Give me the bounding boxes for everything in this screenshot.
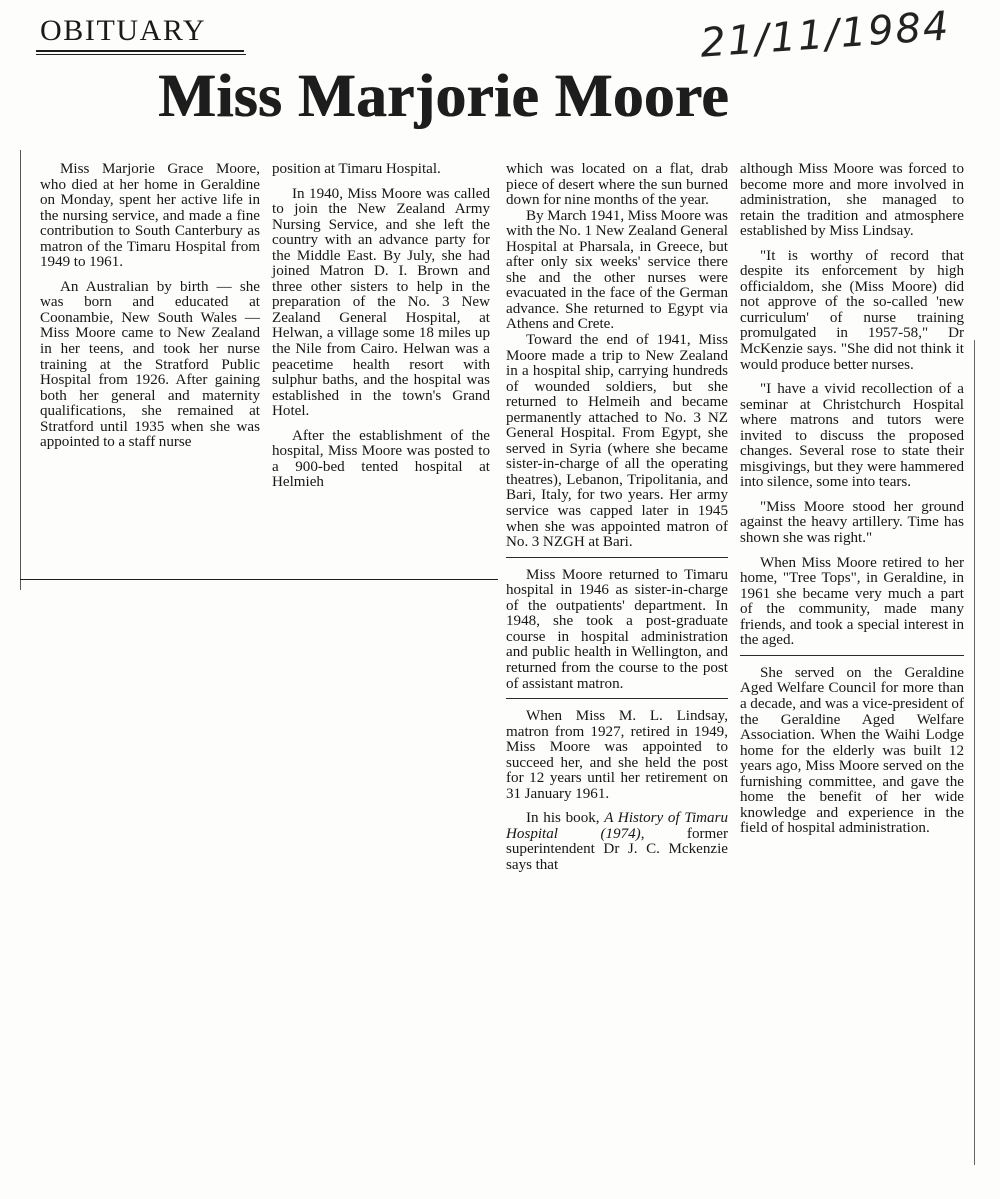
article-column-3 [506, 162, 728, 874]
column-bottom-rule [20, 579, 498, 580]
headline: Miss Marjorie Moore [158, 63, 729, 130]
section-underline [36, 50, 244, 52]
article-column-2 [272, 162, 490, 491]
paragraph: Miss Moore returned to Timaru hospital in 1946 as sister-in-charge of the outpatients' department. In 1948, she took a post-graduate course in hospital administration and public health in Wellington, and returned from the course to the post of assistant matron. [506, 566, 728, 692]
section-label: OBITUARY [40, 14, 207, 47]
paragraph: By March 1941, Miss Moore was with the No. 1 New Zealand General Hospital at Pharsala, in Greece, but after only six weeks' service there she and the other nurses were evacuated in the face of the German advance. She returned to Egypt via Athens and Crete. [506, 207, 728, 333]
paragraph: position at Timaru Hospital. [272, 161, 441, 177]
column-rule [740, 655, 964, 656]
paragraph: When Miss M. L. Lindsay, matron from 1927, retired in 1949, Miss Moore was appointed to succeed her, and she held the post for 12 years until her retirement on 31 January 1961. [506, 708, 728, 802]
paragraph [506, 811, 728, 873]
article-column-4 [740, 162, 964, 837]
book-title: A History of Timaru Hospital (1974) [506, 810, 728, 842]
paragraph: After the establishment of the hospital, Miss Moore was posted to a 900-bed tented hospital at Helmieh [272, 427, 490, 491]
paragraph: which was located on a flat, drab piece of desert where the sun burned down for nine months of the year. [506, 161, 728, 209]
paragraph: "Miss Moore stood her ground against the heavy artillery. Time has shown she was right." [740, 498, 964, 547]
right-clip-edge [974, 340, 975, 1165]
header-rule [36, 54, 246, 55]
paragraph: An Australian by birth — she was born and educated at Coonambie, New South Wales — Miss Moore came to New Zealand in her teens, and took her nurse training at the Stratford Public Hospital from 1926. After gaining both her general and maternity qualifications, she remained at Stratford until 1935 when she was appointed to a staff nurse [40, 278, 260, 451]
paragraph: Miss Marjorie Grace Moore, who died at her home in Geraldine on Monday, spent her active life in the nursing service, and made a fine contribution to South Canterbury as matron of the Timaru Hospital from 1949 to 1961. [40, 161, 260, 271]
column-rule [506, 557, 728, 558]
text: , former superintendent Dr J. C. Mckenzie says that [506, 825, 728, 873]
handwritten-date: 21/11/1984 [698, 3, 952, 67]
paragraph: When Miss Moore retired to her home, "Tree Tops", in Geraldine, in 1961 she became very much a part of the community, made many friends, and took a special interest in the aged. [740, 554, 964, 649]
paragraph: "I have a vivid recollection of a seminar at Christchurch Hospital where matrons and tutors were invited to discuss the proposed changes. Several rose to state their misgivings, but they were hammered into silence, some into tears. [740, 381, 964, 491]
text: In his book, [526, 810, 605, 827]
paragraph: Toward the end of 1941, Miss Moore made a trip to New Zealand in a hospital ship, carrying hundreds of wounded soldiers, but she returned to Helmeih and became permanently attached to No. 3 NZ General Hospital. From Egypt, she served in Syria (where she became sister-in-charge of all the operating theatres), Lebanon, Tripolitania, and Bari, Italy, for two years. Her army service was capped later in 1945 when she was appointed matron of No. 3 NZGH at Bari. [506, 332, 728, 551]
paragraph: although Miss Moore was forced to become more and more involved in administration, she managed to retain the tradition and atmosphere established by Miss Lindsay. [740, 161, 964, 240]
paragraph: "It is worthy of record that despite its enforcement by high officialdom, she (Miss Moore) did not approve of the so-called 'new curriculum' of nurse training promulgated in 1957-58," Dr McKenzie says. "She did not think it would produce better nurses. [740, 247, 964, 373]
left-clip-edge [20, 150, 21, 590]
column-rule [506, 698, 728, 699]
article-column-1 [40, 162, 260, 451]
paragraph: She served on the Geraldine Aged Welfare Council for more than a decade, and was a vice-president of the Geraldine Aged Welfare Association. When the Waihi Lodge home for the elderly was built 12 years ago, Miss Moore served on the furnishing committee, and gave the home the benefit of her wide knowledge and experience in the field of hospital administration. [740, 664, 964, 837]
paragraph: In 1940, Miss Moore was called to join the New Zealand Army Nursing Service, and she left the country with an advance party for the Middle East. By July, she had joined Matron D. I. Brown and three other sisters to help in the preparation of the No. 3 New Zealand General Hospital, at Helwan, a village some 18 miles up the Nile from Cairo. Helwan was a peacetime health resort with sulphur baths, and the hospital was established in the town's Grand Hotel. [272, 185, 490, 420]
